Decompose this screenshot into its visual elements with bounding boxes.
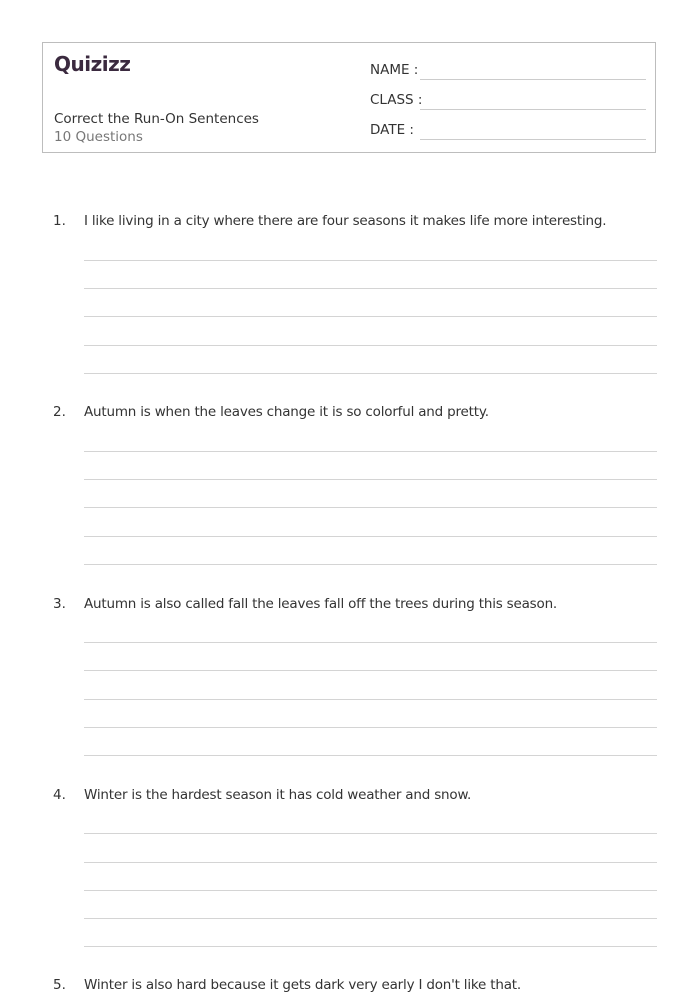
answer-line[interactable] xyxy=(84,345,657,346)
answer-line[interactable] xyxy=(84,564,657,565)
date-label: DATE : xyxy=(370,122,414,138)
question-text: Autumn is also called fall the leaves fall off the trees during this season. xyxy=(84,596,558,612)
question-number: 3. xyxy=(53,596,66,612)
question-text: Winter is also hard because it gets dark very early I don't like that. xyxy=(84,977,521,993)
question-text: Autumn is when the leaves change it is so colorful and pretty. xyxy=(84,404,489,420)
answer-line[interactable] xyxy=(84,699,657,700)
answer-line[interactable] xyxy=(84,642,657,643)
answer-line[interactable] xyxy=(84,862,657,863)
class-field[interactable] xyxy=(370,90,646,110)
answer-line[interactable] xyxy=(84,451,657,452)
answer-line[interactable] xyxy=(84,755,657,756)
answer-line[interactable] xyxy=(84,946,657,947)
answer-line[interactable] xyxy=(84,507,657,508)
date-field[interactable] xyxy=(370,120,646,140)
class-line[interactable] xyxy=(420,109,646,110)
name-label: NAME : xyxy=(370,62,419,78)
question-number: 5. xyxy=(53,977,66,993)
answer-line[interactable] xyxy=(84,288,657,289)
answer-line[interactable] xyxy=(84,833,657,834)
question-count: 10 Questions xyxy=(54,129,143,145)
question-number: 1. xyxy=(53,213,66,229)
answer-line[interactable] xyxy=(84,373,657,374)
quizizz-logo: Quizizz xyxy=(54,52,131,76)
answer-line[interactable] xyxy=(84,536,657,537)
answer-line[interactable] xyxy=(84,260,657,261)
answer-line[interactable] xyxy=(84,479,657,480)
question-number: 2. xyxy=(53,404,66,420)
class-label: CLASS : xyxy=(370,92,423,108)
worksheet-title: Correct the Run-On Sentences xyxy=(54,111,259,127)
answer-line[interactable] xyxy=(84,890,657,891)
answer-line[interactable] xyxy=(84,918,657,919)
answer-line[interactable] xyxy=(84,316,657,317)
name-line[interactable] xyxy=(420,79,646,80)
name-field[interactable] xyxy=(370,60,646,80)
question-number: 4. xyxy=(53,787,66,803)
answer-line[interactable] xyxy=(84,727,657,728)
date-line[interactable] xyxy=(420,139,646,140)
answer-line[interactable] xyxy=(84,670,657,671)
question-text: Winter is the hardest season it has cold weather and snow. xyxy=(84,787,472,803)
question-text: I like living in a city where there are four seasons it makes life more interesting. xyxy=(84,213,607,229)
worksheet-header xyxy=(42,42,656,153)
